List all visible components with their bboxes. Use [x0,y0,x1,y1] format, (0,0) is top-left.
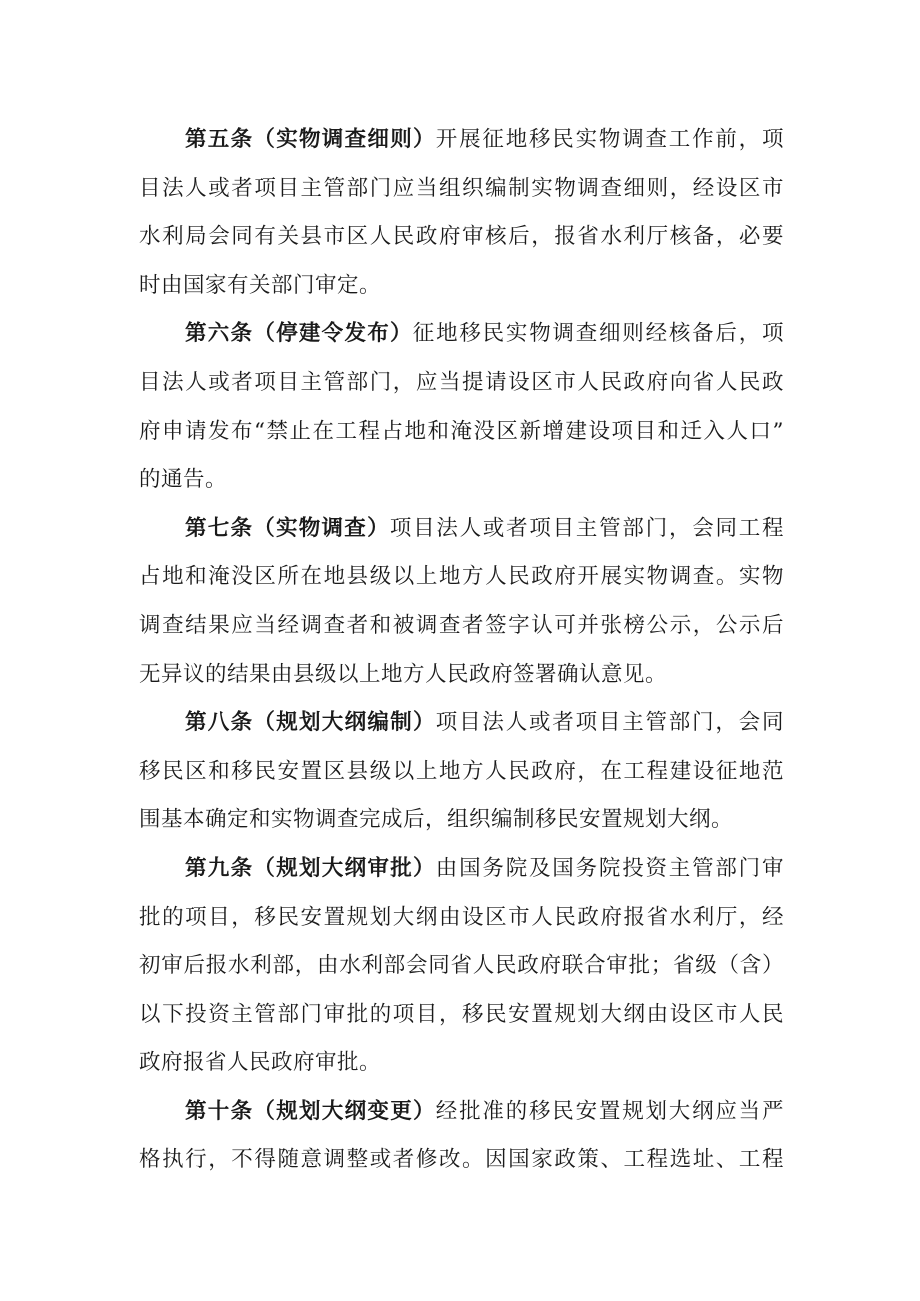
article-line: 无异议的结果由县级以上地方人民政府签署确认意见。 [139,661,668,687]
article-line [139,310,784,359]
article-line: 批的项目，移民安置规划大纲由设区市人民政府报省水利厅，经 [139,904,784,930]
article-heading: 第九条（规划大纲审批） [185,855,436,881]
article-line: 的通告。 [139,467,228,493]
article-line: 围基本确定和实物调查完成后，组织编制移民安置规划大纲。 [139,807,734,833]
article-8 [139,699,784,845]
article-heading: 第五条（实物调查细则） [185,127,436,152]
article-text: 由国务院及国务院投资主管部门审 [435,855,784,881]
article-9 [139,845,784,1088]
article-text: 项目法人或者项目主管部门，会同 [435,710,784,736]
article-heading: 第六条（停建令发布） [185,321,413,347]
article-text: 项目法人或者项目主管部门，会同工程 [389,515,784,541]
article-line: 格执行，不得随意调整或者修改。因国家政策、工程选址、工程 [139,1147,784,1173]
article-line [139,1088,784,1137]
article-heading: 第十条（规划大纲变更） [185,1098,436,1124]
article-line: 以下投资主管部门审批的项目，移民安置规划大纲由设区市人民 [139,1001,784,1027]
article-text: 征地移民实物调查细则经核备后，项 [412,321,784,347]
article-text: 开展征地移民实物调查工作前，项 [435,127,784,152]
article-5 [139,116,784,310]
article-line: 时由国家有关部门审定。 [139,272,382,298]
article-line: 水利局会同有关县市区人民政府审核后，报省水利厅核备，必要 [139,224,784,250]
document-body [139,116,784,1185]
article-line: 政府报省人民政府审批。 [139,1050,382,1076]
article-line [139,699,784,748]
article-heading: 第八条（规划大纲编制） [185,710,436,736]
article-line [139,845,784,894]
article-line: 目法人或者项目主管部门应当组织编制实物调查细则，经设区市 [139,175,784,201]
article-7 [139,505,784,699]
article-6 [139,310,784,504]
article-text: 经批准的移民安置规划大纲应当严 [435,1098,784,1124]
article-line: 目法人或者项目主管部门，应当提请设区市人民政府向省人民政 [139,369,784,395]
article-line [139,505,784,554]
article-line: 占地和淹没区所在地县级以上地方人民政府开展实物调查。实物 [139,564,784,590]
article-line: 移民区和移民安置区县级以上地方人民政府，在工程建设征地范 [139,758,784,784]
article-10 [139,1088,784,1185]
article-heading: 第七条（实物调查） [185,515,390,541]
article-line: 府申请发布“禁止在工程占地和淹没区新增建设项目和迁入人口” [139,418,784,444]
article-line: 初审后报水利部，由水利部会同省人民政府联合审批；省级（含） [139,953,784,979]
article-line: 调查结果应当经调查者和被调查者签字认可并张榜公示，公示后 [139,612,784,638]
article-line [139,116,784,165]
